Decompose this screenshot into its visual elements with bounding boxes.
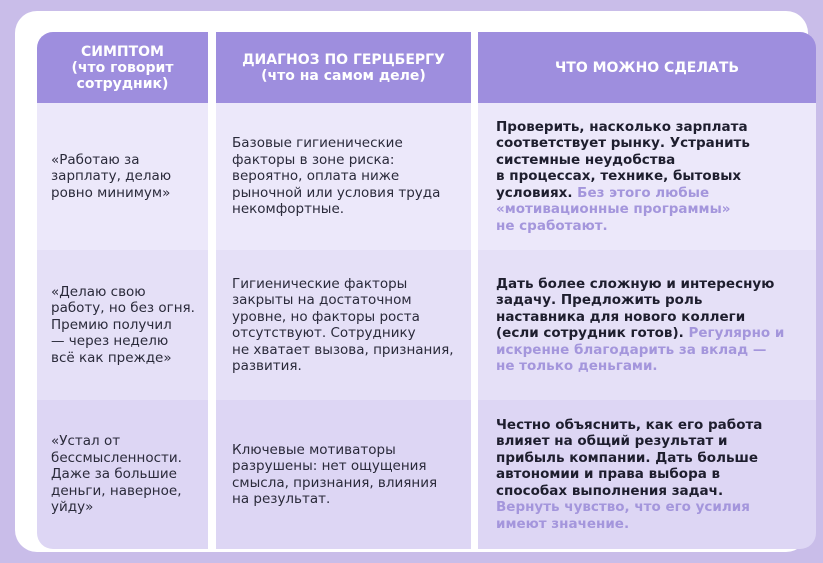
- header-diagnosis: ДИАГНОЗ ПО ГЕРЦБЕРГУ (что на самом деле): [216, 32, 471, 103]
- symptom-text: «Работаю за зарплату, делаю ровно минимум»: [51, 151, 172, 201]
- table-row-3-action: [478, 400, 816, 549]
- action-main: Проверить, насколько зарплата соответствует рынку. Устранить системные неудобства в процессах, технике, бытовых условиях.: [496, 118, 750, 201]
- action-highlight: Вернуть чувство, что его усилия имеют значение.: [496, 499, 750, 532]
- action-highlight: Регулярно и искренне благодарить за вклад — не только деньгами.: [496, 325, 785, 374]
- header-symptom: СИМПТОМ (что говорит сотрудник): [37, 32, 208, 103]
- table-row-3-symptom: [37, 400, 208, 549]
- diagnosis-text: Ключевые мотиваторы разрушены: нет ощущения смысла, признания, влияния на результат.: [232, 441, 438, 507]
- table-row-1-action: [478, 103, 816, 250]
- symptom-text: «Делаю свою работу, но без огня. Премию получил — через неделю всё как прежде»: [51, 283, 195, 366]
- action-text: [496, 119, 750, 235]
- header-action: ЧТО МОЖНО СДЕЛАТЬ: [478, 32, 816, 103]
- table-row-2-action: [478, 250, 816, 400]
- table-row-3-diagnosis: [216, 400, 471, 549]
- diagnosis-text: Гигиенические факторы закрыты на достаточном уровне, но факторы роста отсутствуют. Сотруднику не хватает вызова, признания, развития.: [232, 275, 454, 374]
- action-main: Честно объяснить, как его работа влияет на общий результат и прибыль компании. Дать больше автономии и права выбора в способах выполнения задач.: [496, 416, 763, 499]
- symptom-text: «Устал от бессмысленности. Даже за большие деньги, наверное, уйду»: [51, 433, 182, 516]
- diagnosis-text: Базовые гигиенические факторы в зоне риска: вероятно, оплата ниже рыночной или условия труда некомфортные.: [232, 135, 441, 218]
- table-row-1-diagnosis: [216, 103, 471, 250]
- action-text: [496, 276, 784, 375]
- table-row-2-diagnosis: [216, 250, 471, 400]
- table-row-2-symptom: [37, 250, 208, 400]
- action-text: [496, 417, 762, 533]
- action-main: Дать более сложную и интересную задачу. Предложить роль наставника для нового коллеги (если сотрудник готов).: [496, 275, 775, 341]
- table-card: [15, 11, 808, 552]
- table-row-1-symptom: [37, 103, 208, 250]
- action-highlight: Без этого любые «мотивационные программы» не сработают.: [496, 184, 731, 234]
